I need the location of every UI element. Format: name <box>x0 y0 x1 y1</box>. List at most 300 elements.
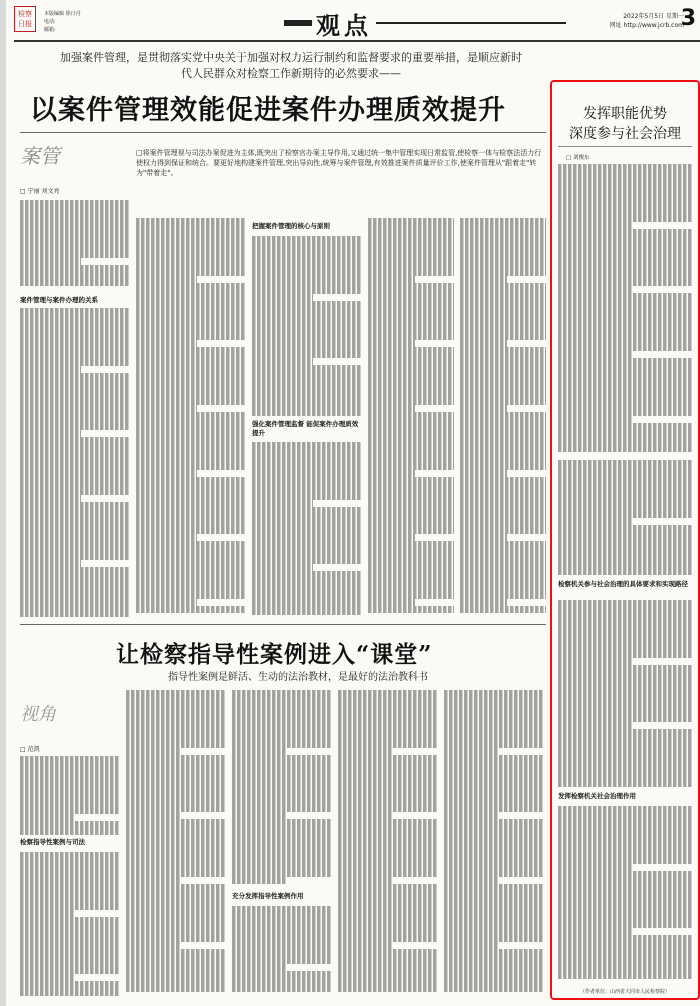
article1-body-col5 <box>460 218 546 618</box>
text-line <box>460 426 546 433</box>
text-line <box>232 805 332 812</box>
text-line <box>126 913 226 920</box>
text-line <box>252 294 313 301</box>
text-line <box>136 549 246 556</box>
text-line <box>338 690 438 697</box>
text-line <box>368 240 454 247</box>
text-line <box>20 874 120 881</box>
text-line <box>368 599 415 606</box>
text-line <box>368 563 454 570</box>
text-line <box>232 870 332 877</box>
text-line <box>558 322 692 329</box>
text-line <box>126 819 226 826</box>
article2-column-stamp: 视角 <box>20 704 56 725</box>
article2-headline: 让检察指导性案例进入“课堂” <box>116 641 433 668</box>
text-line <box>368 276 415 283</box>
text-line <box>20 828 120 835</box>
text-line <box>368 541 454 548</box>
text-line <box>558 971 692 978</box>
text-line <box>460 498 546 505</box>
text-line <box>368 398 454 405</box>
text-line <box>558 665 692 672</box>
right-body-d <box>558 806 692 984</box>
right-article-title: 发挥职能优势 深度参与社会治理 <box>569 106 681 142</box>
text-line <box>338 863 438 870</box>
text-line <box>20 308 130 315</box>
text-line <box>136 276 197 283</box>
text-line <box>558 186 692 193</box>
text-line <box>20 785 120 792</box>
article1-subhead-1: 案件管理与案件办理的关系 <box>20 296 98 304</box>
text-line <box>252 279 362 286</box>
text-line <box>126 978 226 985</box>
text-line <box>232 920 332 927</box>
text-line <box>126 848 226 855</box>
text-line <box>444 812 499 819</box>
text-line <box>368 232 454 239</box>
text-line <box>558 622 692 629</box>
text-line <box>126 740 226 747</box>
text-line <box>460 247 546 254</box>
text-line <box>20 859 120 866</box>
text-line <box>136 261 246 268</box>
text-line <box>20 756 120 763</box>
text-line <box>444 719 544 726</box>
text-line <box>136 283 246 290</box>
text-line <box>558 765 692 772</box>
text-line <box>252 492 362 499</box>
section-bar-left <box>284 20 312 26</box>
text-line <box>368 448 454 455</box>
text-line <box>460 556 546 563</box>
text-line <box>20 344 130 351</box>
text-line <box>368 247 454 254</box>
section-bar-right <box>376 22 566 24</box>
text-line <box>232 690 332 697</box>
text-line <box>558 950 692 957</box>
text-line <box>338 834 438 841</box>
text-line <box>444 985 544 992</box>
text-line <box>20 989 120 996</box>
text-line <box>126 898 226 905</box>
text-line <box>368 527 454 534</box>
text-line <box>232 827 332 834</box>
text-line <box>558 935 692 942</box>
text-line <box>232 877 287 884</box>
text-line <box>20 214 130 221</box>
text-line <box>20 610 130 617</box>
text-line <box>460 276 507 283</box>
text-line <box>232 740 332 747</box>
text-line <box>232 935 332 942</box>
text-line <box>136 311 246 318</box>
text-line <box>20 902 120 909</box>
text-line <box>20 524 130 531</box>
text-line <box>444 690 544 697</box>
text-line <box>136 441 246 448</box>
text-line <box>444 963 544 970</box>
text-line <box>136 520 246 527</box>
text-line <box>338 985 438 992</box>
text-line <box>126 920 226 927</box>
text-line <box>444 913 544 920</box>
text-line <box>558 708 692 715</box>
text-line <box>558 693 692 700</box>
text-line <box>558 423 692 430</box>
text-line <box>368 498 454 505</box>
text-line <box>20 488 130 495</box>
text-line <box>136 599 197 606</box>
text-line <box>368 304 454 311</box>
article1-byline: □ 宁丽 刘文亮 <box>20 188 60 195</box>
text-line <box>126 697 226 704</box>
text-line <box>460 470 507 477</box>
text-line <box>20 981 120 988</box>
text-line <box>20 852 120 859</box>
text-line <box>20 866 120 873</box>
text-line <box>558 629 692 636</box>
text-line <box>338 891 438 898</box>
article1-body-col1a <box>20 200 130 292</box>
right-article-byline: □ 刘俊东 <box>566 155 590 161</box>
text-line <box>558 532 692 539</box>
text-line <box>20 416 130 423</box>
article2-body-col1a <box>20 756 120 836</box>
text-line <box>126 783 226 790</box>
text-line <box>232 755 332 762</box>
text-line <box>136 491 246 498</box>
masthead <box>14 4 700 40</box>
text-line <box>136 527 246 534</box>
text-line <box>252 380 362 387</box>
text-line <box>558 820 692 827</box>
text-line <box>252 514 362 521</box>
article2-body-col5 <box>444 690 544 998</box>
text-line <box>126 690 226 697</box>
text-line <box>136 419 246 426</box>
text-line <box>126 963 226 970</box>
text-line <box>460 355 546 362</box>
text-line <box>338 704 438 711</box>
text-line <box>444 927 544 934</box>
text-line <box>460 484 546 491</box>
text-line <box>558 358 692 365</box>
text-line <box>126 834 226 841</box>
text-line <box>136 247 246 254</box>
text-line <box>558 921 692 928</box>
text-line <box>20 437 130 444</box>
text-line <box>338 920 438 927</box>
text-line <box>232 841 332 848</box>
text-line <box>460 592 546 599</box>
right-body-b <box>558 460 692 576</box>
text-line <box>20 603 130 610</box>
text-line <box>460 232 546 239</box>
text-line <box>444 906 544 913</box>
text-line <box>460 585 546 592</box>
text-line <box>444 920 544 927</box>
text-line <box>232 783 332 790</box>
text-line <box>558 401 692 408</box>
text-line <box>232 769 332 776</box>
article1-body-col3a <box>252 236 362 416</box>
text-line <box>558 878 692 885</box>
text-line <box>20 917 120 924</box>
article1-body-col2 <box>136 218 246 618</box>
text-line <box>20 931 120 938</box>
text-line <box>20 588 130 595</box>
masthead-meta-left: 本版编辑 徐日丹 电话: 邮箱: <box>44 11 81 33</box>
text-line <box>558 437 692 444</box>
text-line <box>126 855 226 862</box>
text-line <box>252 358 313 365</box>
text-line <box>338 755 438 762</box>
text-line <box>252 308 362 315</box>
text-line <box>232 748 287 755</box>
text-line <box>20 243 130 250</box>
article1-subhead-3: 强化案件管理监督 能促案件办理质效提升 <box>252 420 359 437</box>
text-line <box>338 783 438 790</box>
text-line <box>444 848 544 855</box>
text-line <box>20 763 120 770</box>
text-line <box>558 467 692 474</box>
text-line <box>558 561 692 568</box>
text-line <box>558 279 692 286</box>
text-line <box>232 697 332 704</box>
text-line <box>444 798 544 805</box>
text-line <box>558 864 632 871</box>
text-line <box>368 592 454 599</box>
text-line <box>558 496 692 503</box>
text-line <box>558 928 632 935</box>
text-line <box>252 535 362 542</box>
text-line <box>136 470 197 477</box>
text-line <box>444 697 544 704</box>
text-line <box>20 938 120 945</box>
text-line <box>20 430 81 437</box>
text-line <box>338 812 393 819</box>
text-line <box>20 895 120 902</box>
text-line <box>338 791 438 798</box>
text-line <box>338 805 438 812</box>
text-line <box>368 434 454 441</box>
text-line <box>558 943 692 950</box>
text-line <box>444 978 544 985</box>
text-line <box>252 456 362 463</box>
text-line <box>20 409 130 416</box>
text-line <box>20 459 130 466</box>
text-line <box>338 827 438 834</box>
text-line <box>558 722 632 729</box>
text-line <box>444 956 544 963</box>
text-line <box>368 549 454 556</box>
text-line <box>338 970 438 977</box>
text-line <box>232 949 332 956</box>
text-line <box>20 222 130 229</box>
text-line <box>20 236 130 243</box>
text-line <box>558 679 692 686</box>
text-line <box>558 842 692 849</box>
text-line <box>558 394 692 401</box>
text-line <box>558 643 692 650</box>
text-line <box>126 762 226 769</box>
text-line <box>126 877 181 884</box>
text-line <box>252 258 362 265</box>
text-line <box>136 290 246 297</box>
text-line <box>136 347 246 354</box>
text-line <box>558 243 692 250</box>
text-line <box>252 387 362 394</box>
text-line <box>20 322 130 329</box>
text-line <box>252 243 362 250</box>
right-article-footnote: （作者单位：山西省大同市人民检察院） <box>579 989 670 995</box>
text-line <box>368 556 454 563</box>
text-line <box>558 193 692 200</box>
text-line <box>126 726 226 733</box>
text-line <box>460 369 546 376</box>
text-line <box>338 712 438 719</box>
text-line <box>252 442 362 449</box>
text-line <box>368 290 454 297</box>
text-line <box>20 481 130 488</box>
text-line <box>136 455 246 462</box>
text-line <box>460 326 546 333</box>
text-line <box>460 441 546 448</box>
text-line <box>136 541 246 548</box>
text-line <box>20 581 130 588</box>
text-line <box>252 528 362 535</box>
text-line <box>460 462 546 469</box>
text-line <box>460 549 546 556</box>
text-line <box>558 286 632 293</box>
text-line <box>232 964 287 971</box>
text-line <box>20 974 75 981</box>
text-line <box>338 697 438 704</box>
text-line <box>232 863 332 870</box>
right-body-a <box>558 164 692 454</box>
text-line <box>460 304 546 311</box>
text-line <box>252 586 362 593</box>
text-line <box>558 744 692 751</box>
text-line <box>338 769 438 776</box>
text-line <box>368 362 454 369</box>
article1-column-stamp: 案管 <box>20 144 60 168</box>
text-line <box>136 398 246 405</box>
article1-abstract: □将案件管理视与司法办案促进为主体,既突出了检察官办案主导作用,又通过统一集中管理实现日常监管,使检察一体与检察法活力行使权力得到保证和统合。要更好地构建案件管理,突出导向性,统筹与案件管理,有效推进案件质量评价工作,使案件管理从"跟着走"转为"带着走"。 <box>136 149 542 177</box>
text-line <box>368 283 454 290</box>
text-line <box>460 290 546 297</box>
text-line <box>558 207 692 214</box>
article1-body-col4 <box>368 218 454 618</box>
text-line <box>20 596 130 603</box>
article1-body-col1b <box>20 308 130 618</box>
text-line <box>558 315 692 322</box>
text-line <box>444 776 544 783</box>
text-line <box>558 518 632 525</box>
text-line <box>558 899 692 906</box>
text-line <box>20 545 130 552</box>
text-line <box>126 927 226 934</box>
text-line <box>460 534 507 541</box>
text-line <box>126 985 226 992</box>
text-line <box>368 441 454 448</box>
text-line <box>338 762 438 769</box>
text-line <box>20 881 120 888</box>
text-line <box>558 272 692 279</box>
text-line <box>444 704 544 711</box>
text-line <box>444 769 544 776</box>
text-line <box>126 748 181 755</box>
text-line <box>136 376 246 383</box>
text-line <box>232 928 332 935</box>
text-line <box>252 315 362 322</box>
text-line <box>252 471 362 478</box>
text-line <box>368 333 454 340</box>
text-line <box>444 877 499 884</box>
text-line <box>126 791 226 798</box>
text-line <box>558 607 692 614</box>
text-line <box>136 534 197 541</box>
text-line <box>252 373 362 380</box>
text-line <box>252 485 362 492</box>
text-line <box>558 293 692 300</box>
text-line <box>136 254 246 261</box>
text-line <box>20 531 130 538</box>
text-line <box>338 740 438 747</box>
text-line <box>232 791 332 798</box>
article2-body-col1b <box>20 852 120 998</box>
text-line <box>252 593 362 600</box>
text-line <box>368 297 454 304</box>
text-line <box>368 506 454 513</box>
text-line <box>20 924 120 931</box>
text-line <box>338 963 438 970</box>
text-line <box>20 552 130 559</box>
text-line <box>444 870 544 877</box>
text-line <box>126 934 226 941</box>
text-line <box>444 934 544 941</box>
text-line <box>368 319 454 326</box>
text-line <box>126 812 181 819</box>
text-line <box>558 856 692 863</box>
text-line <box>558 568 692 575</box>
text-line <box>368 340 415 347</box>
text-line <box>232 942 332 949</box>
text-line <box>444 762 544 769</box>
text-line <box>136 340 197 347</box>
article1-body-col3b <box>252 442 362 618</box>
text-line <box>444 949 544 956</box>
text-line <box>558 715 692 722</box>
text-line <box>368 326 454 333</box>
text-line <box>338 733 438 740</box>
text-line <box>558 257 692 264</box>
text-line <box>136 570 246 577</box>
text-line <box>136 268 246 275</box>
text-line <box>368 225 454 232</box>
masthead-meta-right: 2022年5月5日 星期一 网址 http://www.jcrb.com <box>609 13 684 29</box>
text-line <box>126 970 226 977</box>
text-line <box>20 423 130 430</box>
text-line <box>136 225 246 232</box>
text-line <box>126 884 226 891</box>
text-line <box>338 776 438 783</box>
text-line <box>20 337 130 344</box>
text-line <box>232 733 332 740</box>
text-line <box>460 340 507 347</box>
text-line <box>558 460 692 467</box>
text-line <box>20 495 81 502</box>
